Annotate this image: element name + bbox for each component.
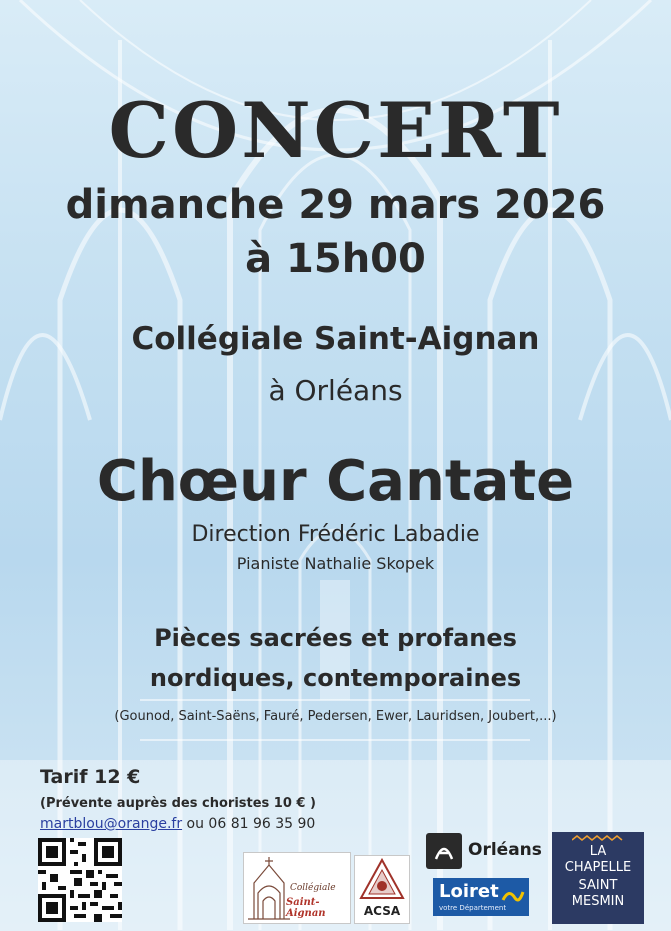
orleans-logo-text: Orléans [468,840,542,860]
acsa-logo-text: ACSA [363,904,401,918]
choir-name: Chœur Cantate [96,449,575,514]
acsa-logo [354,855,410,924]
collegiale-logo-line2: Saint-Aignan [286,897,326,919]
venue-name: Collégiale Saint-Aignan [131,321,540,357]
wave-icon [572,834,624,842]
concert-date: dimanche 29 mars 2026 [65,182,606,228]
orleans-logo [424,831,540,871]
collegiale-logo-line1: Collégiale [290,883,336,893]
loiret-logo-subtext: votre Département [439,904,507,912]
chapelle-logo-line2: CHAPELLE [564,860,632,875]
ticket-price: Tarif 12 € [40,766,141,788]
contact-line [40,816,315,832]
poster-title: CONCERT [108,86,563,175]
composers-list: (Gounod, Saint-Saëns, Fauré, Pedersen, Ewer, Lauridsen, Joubert,...) [114,709,557,724]
loiret-wave-icon [501,884,525,908]
orleans-emblem-icon [426,833,462,869]
venue-city: à Orléans [268,374,403,407]
email-link[interactable]: martblou@orange.fr [40,816,183,832]
qr-code[interactable] [38,838,122,922]
chapelle-logo-line4: MESMIN [571,894,625,909]
chapelle-logo-line1: LA [589,844,607,859]
program-line-2: nordiques, contemporaines [149,664,522,692]
concert-time: à 15h00 [245,236,426,282]
collegiale-logo [243,852,351,924]
loiret-logo-text: Loiret [439,881,499,902]
loiret-logo [433,878,529,916]
conductor: Direction Frédéric Labadie [191,522,480,547]
chapelle-logo-line3: SAINT [578,878,618,893]
chapelle-saint-mesmin-logo [552,832,644,924]
presale-price: (Prévente auprès des choristes 10 € ) [40,796,316,811]
pianist: Pianiste Nathalie Skopek [236,554,435,573]
program-line-1: Pièces sacrées et profanes [154,624,517,652]
phone-number: ou 06 81 96 35 90 [186,816,316,832]
acsa-emblem-icon [355,856,409,904]
